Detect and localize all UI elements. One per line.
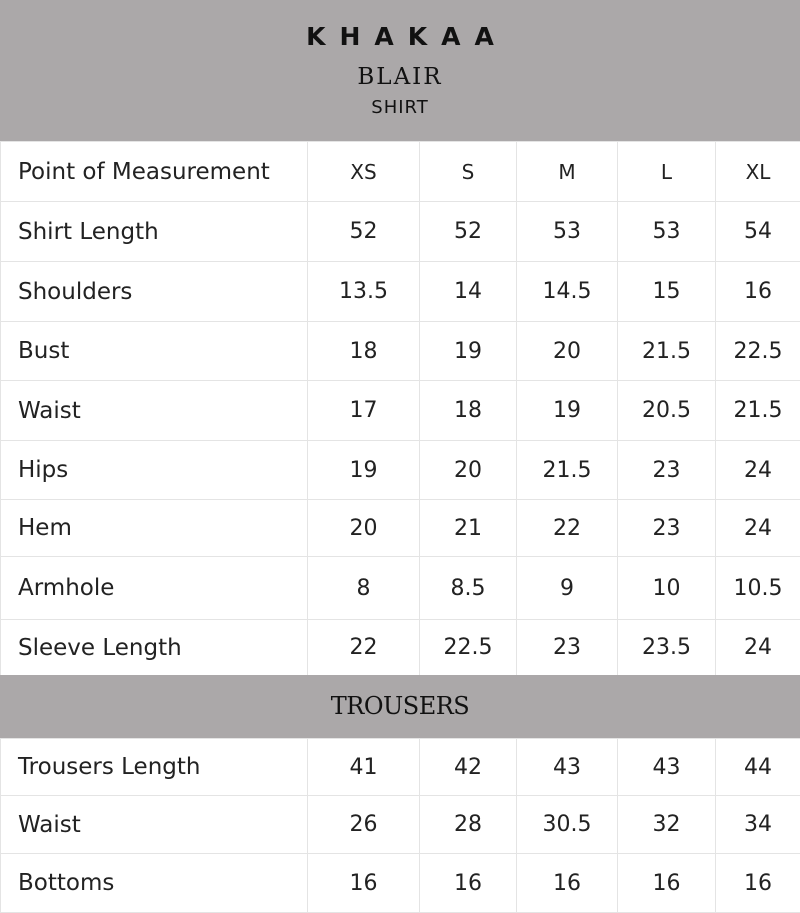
cell-value: 9 <box>517 557 618 620</box>
row-label: Sleeve Length <box>1 620 308 676</box>
header-band <box>0 0 800 141</box>
cell-value: 19 <box>420 322 517 381</box>
table-row <box>1 854 800 913</box>
cell-value: 22.5 <box>420 620 517 676</box>
column-header-xl: XL <box>716 142 800 202</box>
row-label: Bottoms <box>1 854 308 913</box>
cell-value: 18 <box>308 322 420 381</box>
row-label: Hips <box>1 441 308 500</box>
cell-value: 8 <box>308 557 420 620</box>
cell-value: 24 <box>716 500 800 557</box>
cell-value: 17 <box>308 381 420 441</box>
category-label: SHIRT <box>0 97 800 118</box>
trousers-section-band <box>0 675 800 738</box>
cell-value: 16 <box>618 854 716 913</box>
column-header-xs: XS <box>308 142 420 202</box>
column-header-s: S <box>420 142 517 202</box>
cell-value: 22 <box>308 620 420 676</box>
table-row <box>1 441 800 500</box>
product-name: BLAIR <box>0 64 800 90</box>
table-row <box>1 739 800 796</box>
table-row <box>1 500 800 557</box>
table-row <box>1 381 800 441</box>
cell-value: 19 <box>517 381 618 441</box>
cell-value: 21 <box>420 500 517 557</box>
cell-value: 22 <box>517 500 618 557</box>
cell-value: 24 <box>716 441 800 500</box>
cell-value: 23 <box>517 620 618 676</box>
table-row <box>1 322 800 381</box>
cell-value: 28 <box>420 796 517 854</box>
trousers-size-table <box>0 738 800 913</box>
row-label: Waist <box>1 381 308 441</box>
row-label: Shirt Length <box>1 202 308 262</box>
table-row <box>1 557 800 620</box>
column-header-m: M <box>517 142 618 202</box>
cell-value: 20 <box>517 322 618 381</box>
cell-value: 53 <box>618 202 716 262</box>
cell-value: 30.5 <box>517 796 618 854</box>
cell-value: 42 <box>420 739 517 796</box>
cell-value: 21.5 <box>716 381 800 441</box>
cell-value: 26 <box>308 796 420 854</box>
row-label: Armhole <box>1 557 308 620</box>
cell-value: 16 <box>308 854 420 913</box>
cell-value: 16 <box>420 854 517 913</box>
row-label: Hem <box>1 500 308 557</box>
row-label: Shoulders <box>1 262 308 322</box>
cell-value: 15 <box>618 262 716 322</box>
cell-value: 53 <box>517 202 618 262</box>
cell-value: 20 <box>308 500 420 557</box>
cell-value: 13.5 <box>308 262 420 322</box>
table-header-row <box>1 142 800 202</box>
cell-value: 19 <box>308 441 420 500</box>
cell-value: 23.5 <box>618 620 716 676</box>
cell-value: 16 <box>716 854 800 913</box>
cell-value: 14 <box>420 262 517 322</box>
cell-value: 20.5 <box>618 381 716 441</box>
shirt-size-table <box>0 141 800 676</box>
cell-value: 41 <box>308 739 420 796</box>
cell-value: 16 <box>716 262 800 322</box>
cell-value: 10 <box>618 557 716 620</box>
cell-value: 52 <box>420 202 517 262</box>
cell-value: 44 <box>716 739 800 796</box>
cell-value: 24 <box>716 620 800 676</box>
brand-logo: KHAKAA <box>0 22 800 51</box>
table-row <box>1 796 800 854</box>
table-row <box>1 620 800 676</box>
cell-value: 22.5 <box>716 322 800 381</box>
cell-value: 21.5 <box>618 322 716 381</box>
table-row <box>1 202 800 262</box>
cell-value: 43 <box>618 739 716 796</box>
cell-value: 8.5 <box>420 557 517 620</box>
cell-value: 10.5 <box>716 557 800 620</box>
cell-value: 34 <box>716 796 800 854</box>
cell-value: 16 <box>517 854 618 913</box>
cell-value: 43 <box>517 739 618 796</box>
cell-value: 52 <box>308 202 420 262</box>
row-label: Trousers Length <box>1 739 308 796</box>
column-header-measurement: Point of Measurement <box>1 142 308 202</box>
column-header-l: L <box>618 142 716 202</box>
cell-value: 20 <box>420 441 517 500</box>
cell-value: 54 <box>716 202 800 262</box>
cell-value: 32 <box>618 796 716 854</box>
cell-value: 23 <box>618 500 716 557</box>
row-label: Bust <box>1 322 308 381</box>
table-row <box>1 262 800 322</box>
section-title: TROUSERS <box>0 675 800 738</box>
cell-value: 14.5 <box>517 262 618 322</box>
cell-value: 18 <box>420 381 517 441</box>
row-label: Waist <box>1 796 308 854</box>
cell-value: 23 <box>618 441 716 500</box>
cell-value: 21.5 <box>517 441 618 500</box>
